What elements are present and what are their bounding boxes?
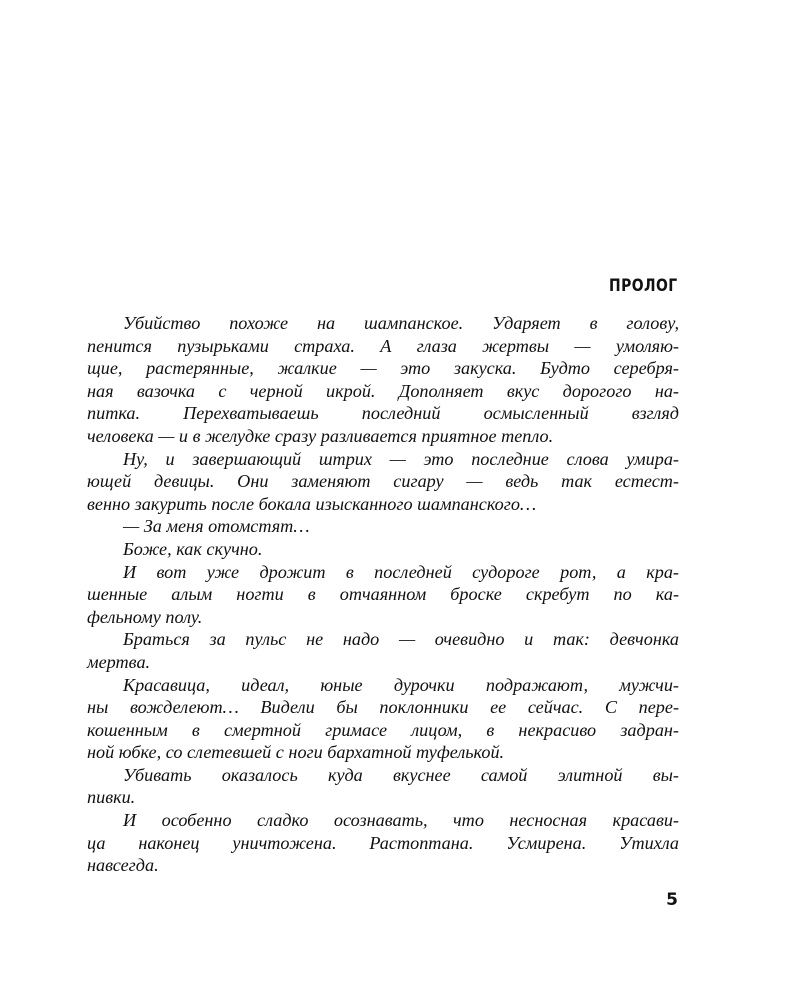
text-line: Боже, как скучно.: [123, 538, 263, 559]
text-line: И особенно сладко осознавать, что несносная красави-: [123, 810, 679, 831]
text-line: — За меня отомстят…: [123, 516, 310, 537]
text-line: Красавица, идеал, юные дурочки подражают, мужчи-: [123, 674, 679, 695]
text-line: ющей девицы. Они заменяют сигару — ведь так естест-: [87, 471, 679, 492]
chapter-title: ПРОЛОГ: [609, 276, 678, 296]
prologue-text: [87, 312, 679, 877]
text-line: ной юбке, со слетевшей с ноги бархатной туфелькой.: [87, 742, 505, 763]
text-line: Ну, и завершающий штрих — это последние слова умира-: [123, 448, 679, 469]
text-line: венно закурить после бокала изысканного шампанского…: [87, 493, 537, 514]
text-line: Браться за пульс не надо — очевидно и так: девчонка: [123, 629, 679, 650]
text-line: ны вожделеют… Видели бы поклонники ее сейчас. С пере-: [87, 697, 679, 718]
text-line: навсегда.: [87, 855, 159, 876]
text-line: пивки.: [87, 787, 136, 808]
text-line: ная вазочка с черной икрой. Дополняет вкус дорогого на-: [87, 380, 679, 401]
text-line: кошенным в смертной гримасе лицом, в некрасиво задран-: [87, 719, 679, 740]
text-line: Убивать оказалось куда вкуснее самой элитной вы-: [123, 764, 679, 785]
text-line: мертва.: [87, 651, 151, 672]
text-line: И вот уже дрожит в последней судороге рот, а кра-: [123, 561, 679, 582]
text-line: человека — и в желудке сразу разливается приятное тепло.: [87, 425, 554, 446]
text-line: пенится пузырьками страха. А глаза жертвы — умоляю-: [87, 335, 679, 356]
page-number: 5: [666, 890, 678, 910]
text-line: Убийство похоже на шампанское. Ударяет в голову,: [123, 313, 679, 333]
text-line: щие, растерянные, жалкие — это закуска. Будто серебря-: [87, 358, 679, 379]
text-line: шенные алым ногти в отчаянном броске скребут по ка-: [87, 584, 679, 605]
text-line: ца наконец уничтожена. Растоптана. Усмирена. Утихла: [87, 832, 679, 853]
text-line: питка. Перехватываешь последний осмысленный взгляд: [87, 403, 679, 424]
text-line: фельному полу.: [87, 606, 203, 627]
